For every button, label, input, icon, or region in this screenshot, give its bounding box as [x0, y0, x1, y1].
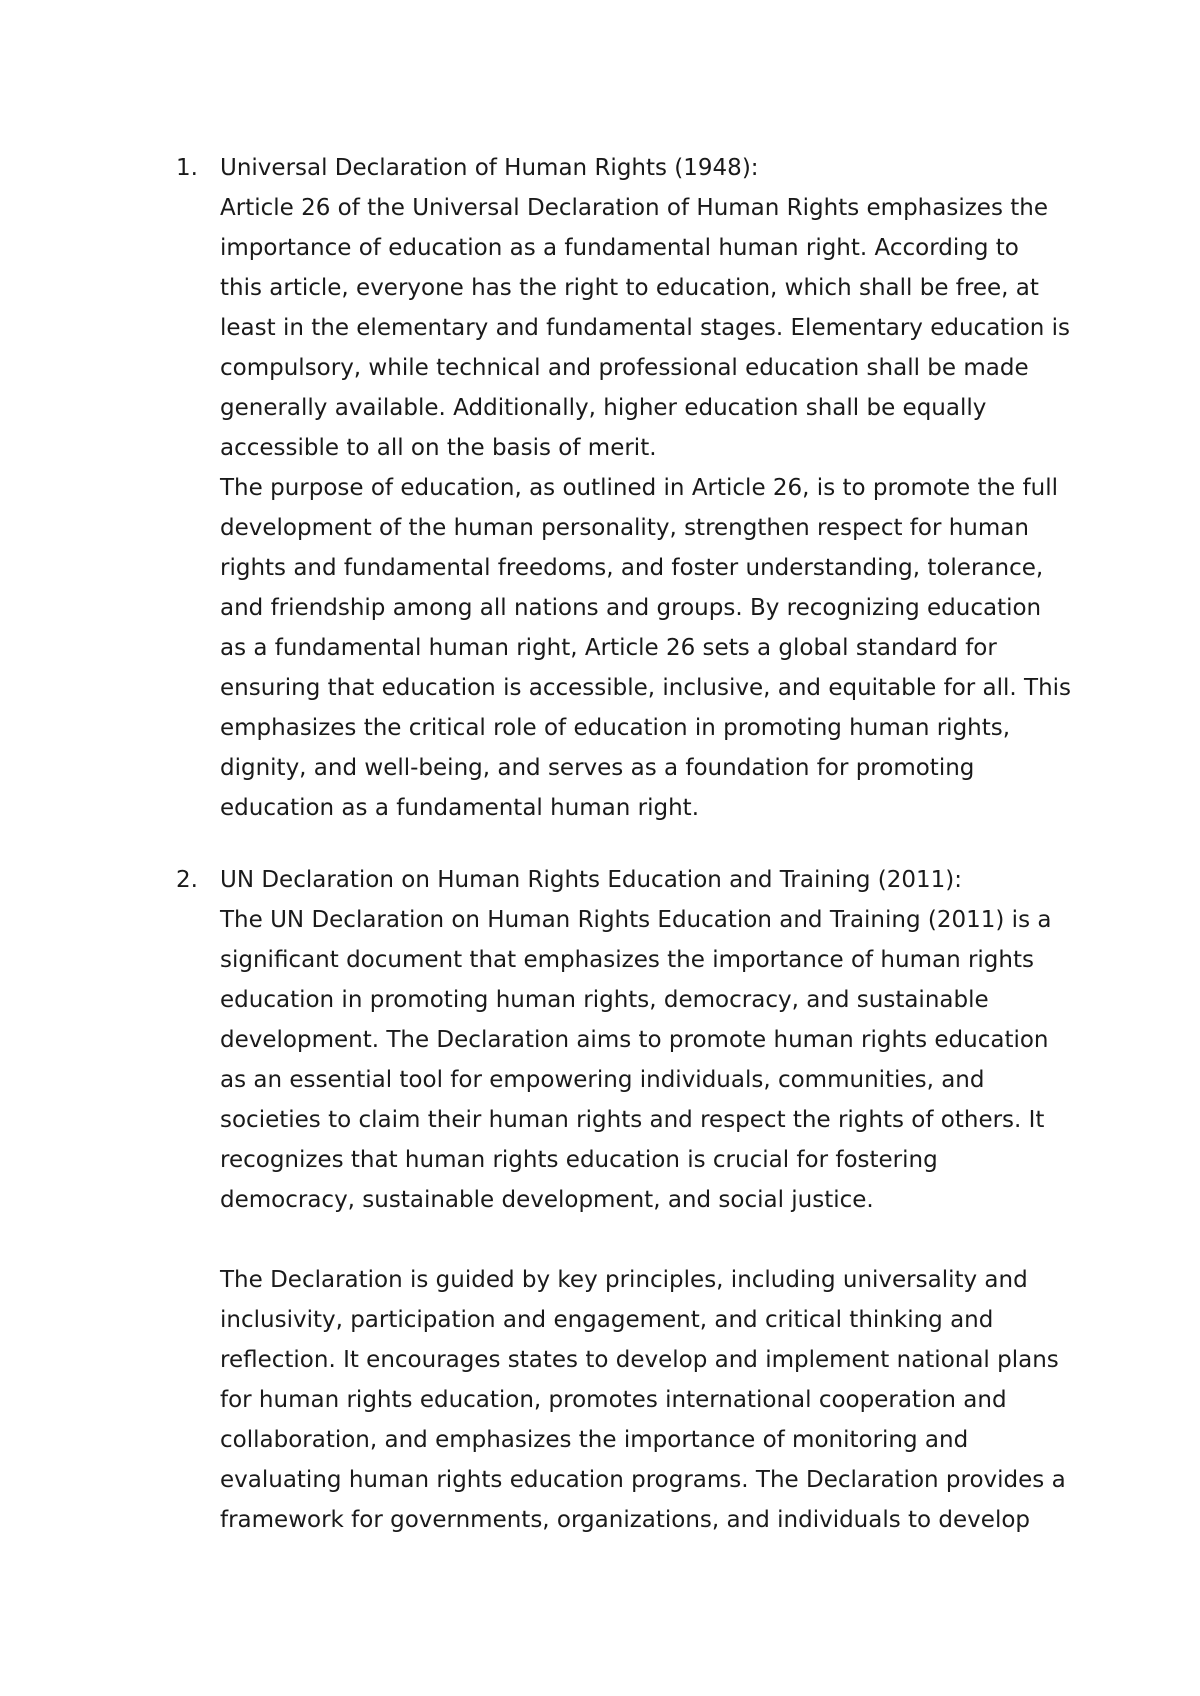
text-line: The UN Declaration on Human Rights Education and Training (2011) is a	[220, 907, 1052, 933]
text-line: ensuring that education is accessible, inclusive, and equitable for all. This	[220, 675, 1072, 701]
paragraph-gap	[220, 1220, 1060, 1260]
text-line: reflection. It encourages states to develop and implement national plans	[220, 1347, 1059, 1373]
text-line: dignity, and well-being, and serves as a foundation for promoting	[220, 755, 975, 781]
text-line: this article, everyone has the right to education, which shall be free, at	[220, 275, 1039, 301]
text-line: framework for governments, organizations, and individuals to develop	[220, 1507, 1031, 1533]
text-line: development of the human personality, strengthen respect for human	[220, 515, 1029, 541]
text-line: The purpose of education, as outlined in Article 26, is to promote the full	[220, 475, 1058, 501]
text-line: importance of education as a fundamental human right. According to	[220, 235, 1019, 261]
text-line: collaboration, and emphasizes the importance of monitoring and	[220, 1427, 969, 1453]
text-line: democracy, sustainable development, and social justice.	[220, 1187, 874, 1213]
text-line: compulsory, while technical and professional education shall be made	[220, 355, 1029, 381]
list-item-2	[176, 860, 1076, 1540]
section-heading: Universal Declaration of Human Rights (1948):	[220, 155, 759, 181]
list-item-body	[220, 860, 1066, 1540]
text-line: inclusivity, participation and engagement, and critical thinking and	[220, 1307, 994, 1333]
text-line: for human rights education, promotes international cooperation and	[220, 1387, 1007, 1413]
text-line: education in promoting human rights, democracy, and sustainable	[220, 987, 989, 1013]
list-item-1	[176, 148, 1076, 828]
text-line: rights and fundamental freedoms, and foster understanding, tolerance,	[220, 555, 1044, 581]
text-line: Article 26 of the Universal Declaration of Human Rights emphasizes the	[220, 195, 1048, 221]
text-line: significant document that emphasizes the importance of human rights	[220, 947, 1034, 973]
text-line: and friendship among all nations and groups. By recognizing education	[220, 595, 1042, 621]
section-heading: UN Declaration on Human Rights Education and Training (2011):	[220, 867, 963, 893]
text-line: accessible to all on the basis of merit.	[220, 435, 657, 461]
list-item-body	[220, 148, 1072, 828]
list-number: 1.	[176, 155, 198, 181]
text-line: emphasizes the critical role of education in promoting human rights,	[220, 715, 1011, 741]
text-line: development. The Declaration aims to promote human rights education	[220, 1027, 1049, 1053]
text-line: as an essential tool for empowering individuals, communities, and	[220, 1067, 985, 1093]
text-line: evaluating human rights education programs. The Declaration provides a	[220, 1467, 1066, 1493]
text-line: The Declaration is guided by key principles, including universality and	[220, 1267, 1028, 1293]
text-line: least in the elementary and fundamental stages. Elementary education is	[220, 315, 1071, 341]
text-line: education as a fundamental human right.	[220, 795, 700, 821]
text-line: recognizes that human rights education is crucial for fostering	[220, 1147, 938, 1173]
text-line: societies to claim their human rights and respect the rights of others. It	[220, 1107, 1045, 1133]
text-line: as a fundamental human right, Article 26 sets a global standard for	[220, 635, 997, 661]
list-number: 2.	[176, 867, 198, 893]
text-line: generally available. Additionally, higher education shall be equally	[220, 395, 987, 421]
